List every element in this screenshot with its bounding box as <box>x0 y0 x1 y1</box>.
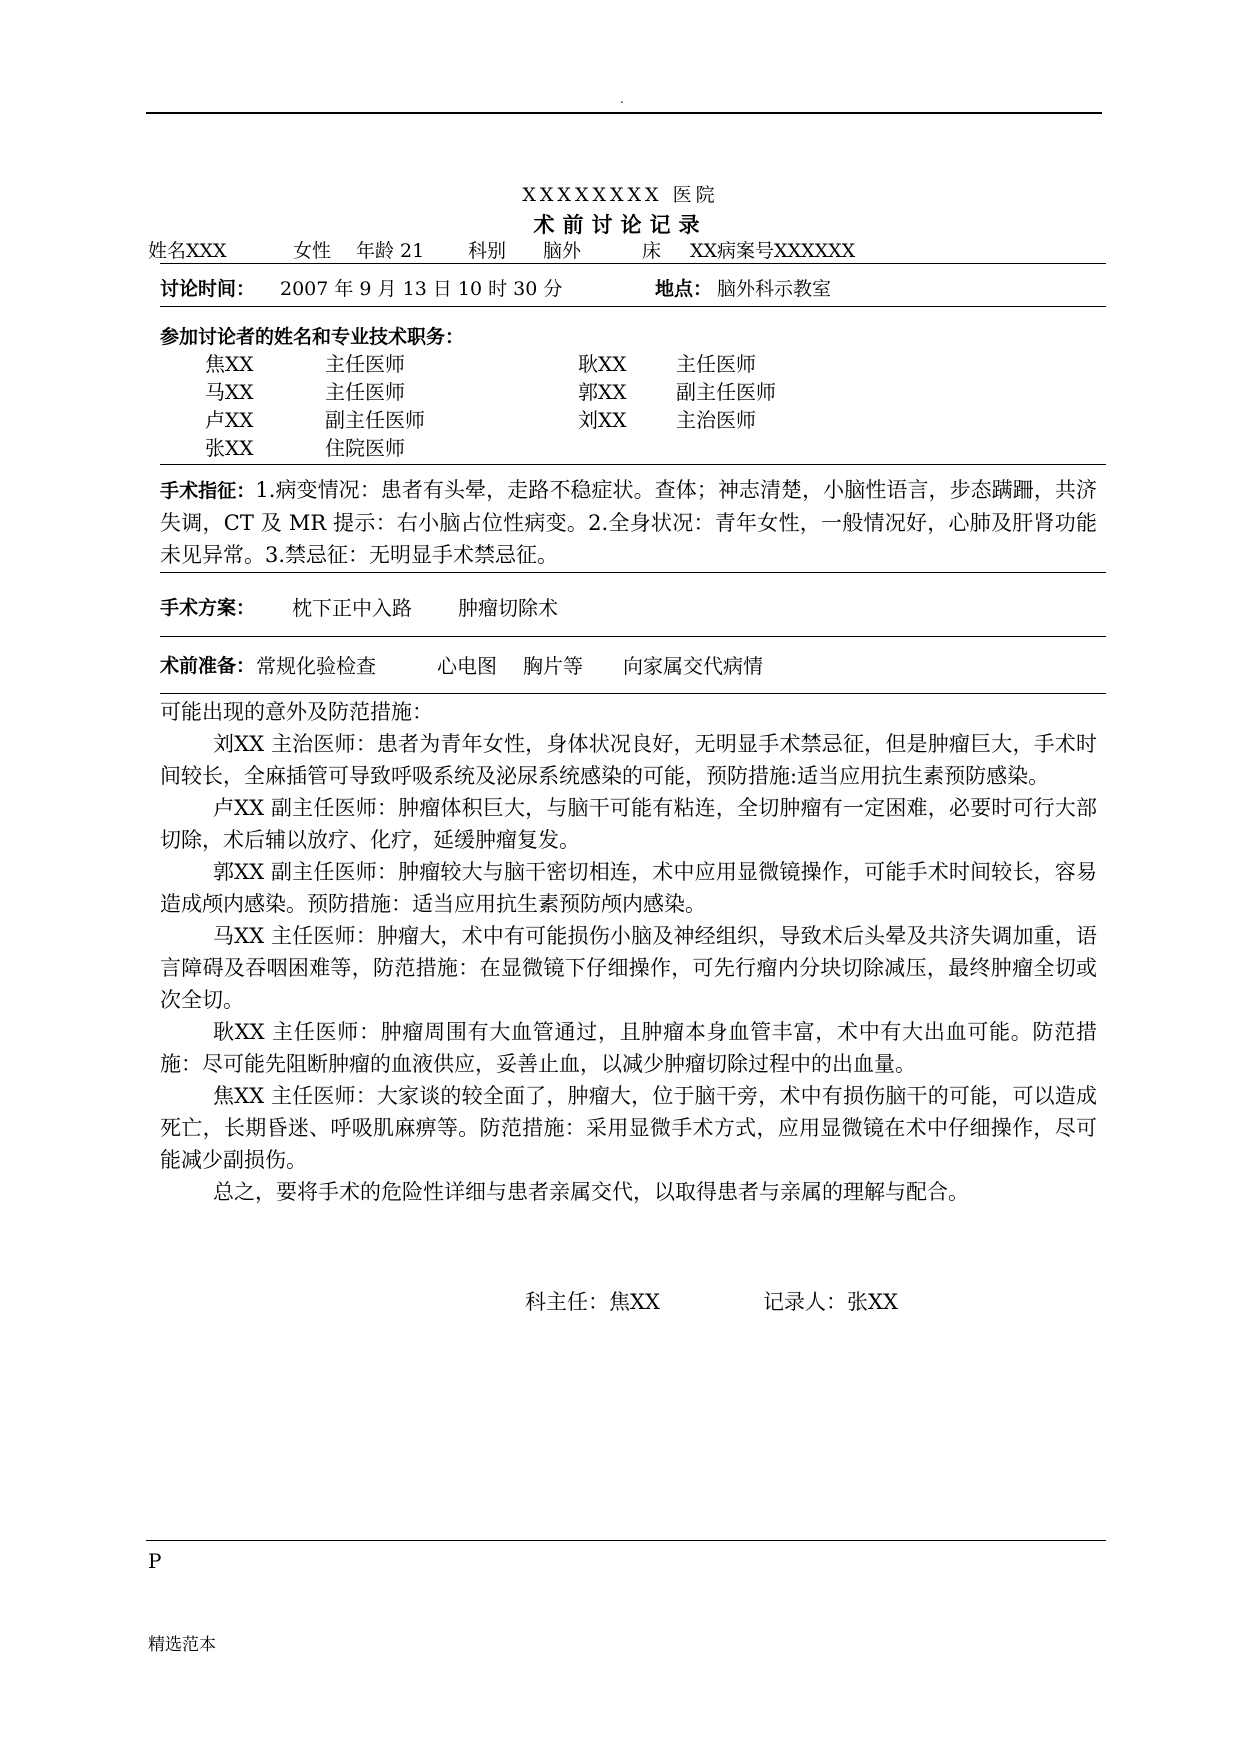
participant-title: 副主任医师 <box>325 408 425 432</box>
discussion-paragraph: 刘XX 主治医师：患者为青年女性，身体状况良好，无明显手术禁忌征，但是肿瘤巨大，手术时间较长，全麻插管可导致呼吸系统及泌尿系统感染的可能，预防措施:适当应用抗生素预防感染。 <box>160 732 1097 788</box>
place-label: 地点： <box>655 278 713 300</box>
hospital-name: XXXXXXXX 医院 <box>522 184 719 206</box>
participant-title: 主任医师 <box>325 380 405 404</box>
footer-rule <box>146 1540 1106 1541</box>
participant-title: 副主任医师 <box>676 380 776 404</box>
header-rule <box>146 112 1102 114</box>
plan-surgery: 肿瘤切除术 <box>458 596 558 620</box>
divider <box>160 464 1106 465</box>
time-value: 2007 年 9 月 13 日 10 时 30 分 <box>280 278 563 300</box>
participant-name: 马XX <box>205 380 254 404</box>
discussion-paragraph: 焦XX 主任医师：大家谈的较全面了，肿瘤大，位于脑干旁，术中有损伤脑干的可能，可以造成死亡，长期昏迷、呼吸肌麻痹等。防范措施：采用显微手术方式，应用显微镜在术中仔细操作，尽可能减少副损伤。 <box>160 1084 1097 1172</box>
discussion-paragraph: 卢XX 副主任医师：肿瘤体积巨大，与脑干可能有粘连，全切肿瘤有一定困难，必要时可行大部切除，术后辅以放疗、化疗，延缓肿瘤复发。 <box>160 796 1097 852</box>
participant-name: 卢XX <box>205 408 254 432</box>
divider <box>160 693 1106 694</box>
time-label: 讨论时间： <box>160 278 256 300</box>
surgery-indication <box>160 474 1097 571</box>
participant-name: 刘XX <box>578 408 627 432</box>
participants-label: 参加讨论者的姓名和专业技术职务： <box>160 326 465 348</box>
plan-label: 手术方案： <box>160 597 256 619</box>
patient-sex: 女性 <box>293 240 332 262</box>
participant-name: 耿XX <box>578 352 627 376</box>
participant-name: 焦XX <box>205 352 254 376</box>
prep-item: 心电图 <box>437 654 497 678</box>
participant-name: 张XX <box>205 436 254 460</box>
discussion-paragraph: 总之，要将手术的危险性详细与患者亲属交代，以取得患者与亲属的理解与配合。 <box>213 1180 969 1204</box>
participant-title: 主任医师 <box>676 352 756 376</box>
recorder-signature: 记录人：张XX <box>763 1290 898 1314</box>
place-value: 脑外科示教室 <box>717 278 832 300</box>
header-dot: . <box>620 92 624 106</box>
plan-approach: 枕下正中入路 <box>292 596 412 620</box>
discussion-paragraph: 马XX 主任医师：肿瘤大，术中有可能损伤小脑及神经组织，导致术后头晕及共济失调加重，语言障碍及吞咽困难等，防范措施：在显微镜下仔细操作，可先行瘤内分块切除减压，最终肿瘤全切或次全切。 <box>160 924 1097 1012</box>
record-number: XX病案号XXXXXX <box>690 240 856 262</box>
divider <box>160 263 1106 264</box>
prep-item: 常规化验检查 <box>256 654 376 678</box>
participant-title: 主任医师 <box>325 352 405 376</box>
discussion-heading: 可能出现的意外及防范措施： <box>160 700 433 724</box>
patient-age: 年龄 21 <box>356 240 425 262</box>
bed-label: 床 <box>642 240 662 262</box>
discussion-paragraph: 郭XX 副主任医师：肿瘤较大与脑干密切相连，术中应用显微镜操作，可能手术时间较长，容易造成颅内感染。预防措施：适当应用抗生素预防颅内感染。 <box>160 860 1097 916</box>
discussion-paragraph: 耿XX 主任医师：肿瘤周围有大血管通过，且肿瘤本身血管丰富，术中有大出血可能。防范措施：尽可能先阻断肿瘤的血液供应，妥善止血，以减少肿瘤切除过程中的出血量。 <box>160 1020 1097 1076</box>
prep-label: 术前准备： <box>160 655 256 677</box>
divider <box>160 306 1106 307</box>
director-signature: 科主任：焦XX <box>525 1290 660 1314</box>
footer-note: 精选范本 <box>148 1635 216 1655</box>
page-marker: P <box>148 1549 162 1573</box>
participant-name: 郭XX <box>578 380 627 404</box>
dept-label: 科别 <box>468 240 507 262</box>
prep-item: 向家属交代病情 <box>623 654 763 678</box>
indication-label: 手术指征： <box>160 480 256 502</box>
participant-title: 住院医师 <box>325 436 405 460</box>
indication-text: 1.病变情况：患者有头晕，走路不稳症状。查体；神志清楚，小脑性语言，步态蹒跚，共济失调，CT 及 MR 提示：右小脑占位性病变。2.全身状况：青年女性，一般情况好，心肺及肝肾功能未见异常。3.禁忌征：无明显手术禁忌征。 <box>160 478 1097 567</box>
discussion-section <box>160 696 1097 1208</box>
dept-value: 脑外 <box>543 240 582 262</box>
divider <box>160 572 1106 573</box>
document-title: 术前讨论记录 <box>533 213 708 237</box>
patient-name: 姓名XXX <box>148 240 227 262</box>
divider <box>160 636 1106 637</box>
participant-title: 主治医师 <box>676 408 756 432</box>
prep-item: 胸片等 <box>523 654 583 678</box>
